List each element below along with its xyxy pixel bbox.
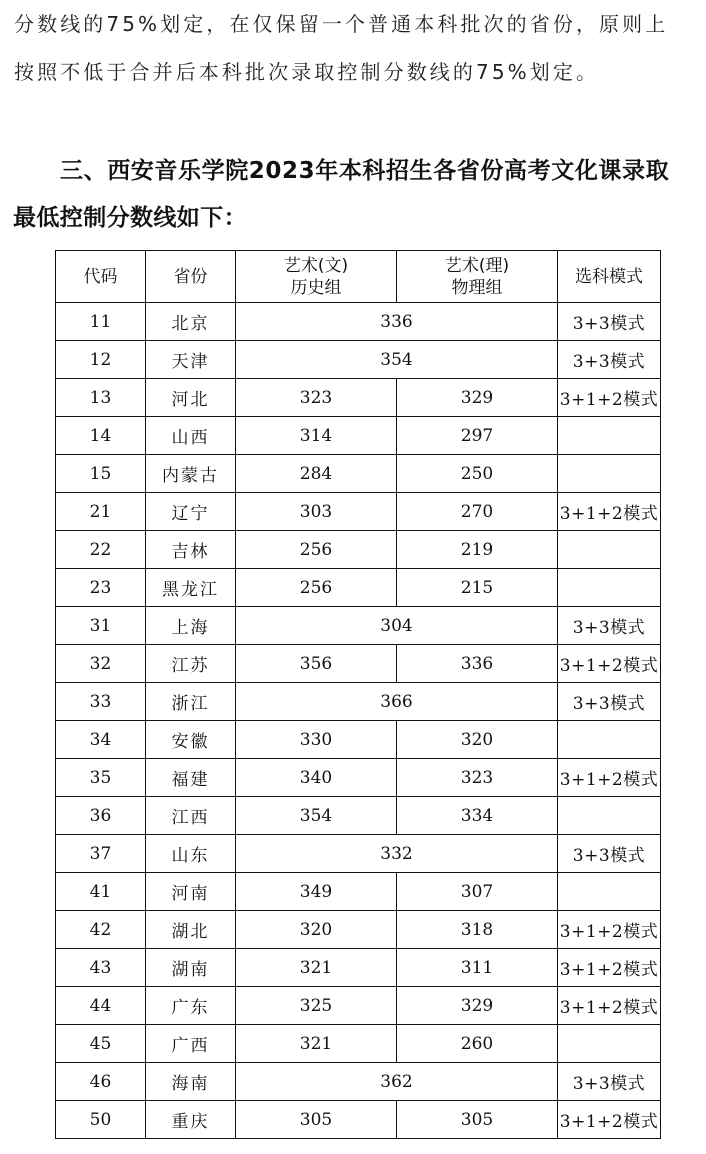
header-arts-physics-line-1: 艺术(理) xyxy=(444,255,510,276)
cell-province: 海南 xyxy=(146,1063,236,1101)
table-row xyxy=(56,1101,661,1139)
cell-score-physics: 329 xyxy=(397,379,558,417)
cell-province: 湖南 xyxy=(146,949,236,987)
cell-mode xyxy=(558,531,661,569)
cell-score-history: 320 xyxy=(236,911,397,949)
cell-code: 35 xyxy=(56,759,146,797)
score-table xyxy=(55,250,661,1139)
cell-score-physics: 260 xyxy=(397,1025,558,1063)
table-row xyxy=(56,379,661,417)
cell-score-history: 323 xyxy=(236,379,397,417)
cell-score-physics: 311 xyxy=(397,949,558,987)
cell-code: 23 xyxy=(56,569,146,607)
cell-code: 15 xyxy=(56,455,146,493)
cell-province: 天津 xyxy=(146,341,236,379)
cell-score-history: 284 xyxy=(236,455,397,493)
intro-paragraph-line-1: 分数线的75%划定，在仅保留一个普通本科批次的省份，原则上 xyxy=(14,12,669,36)
cell-score-history: 349 xyxy=(236,873,397,911)
table-row xyxy=(56,455,661,493)
table-row xyxy=(56,493,661,531)
cell-mode: 3+1+2模式 xyxy=(558,759,661,797)
cell-score-merged: 362 xyxy=(236,1063,558,1101)
table-row xyxy=(56,531,661,569)
table-row xyxy=(56,835,661,873)
table-row xyxy=(56,569,661,607)
cell-province: 北京 xyxy=(146,303,236,341)
cell-score-physics: 329 xyxy=(397,987,558,1025)
cell-province: 内蒙古 xyxy=(146,455,236,493)
cell-code: 42 xyxy=(56,911,146,949)
table-row xyxy=(56,645,661,683)
cell-score-physics: 297 xyxy=(397,417,558,455)
cell-province: 辽宁 xyxy=(146,493,236,531)
cell-mode xyxy=(558,797,661,835)
cell-score-merged: 332 xyxy=(236,835,558,873)
cell-province: 广东 xyxy=(146,987,236,1025)
cell-code: 21 xyxy=(56,493,146,531)
cell-mode: 3+3模式 xyxy=(558,341,661,379)
table-row xyxy=(56,987,661,1025)
cell-mode: 3+3模式 xyxy=(558,303,661,341)
cell-province: 浙江 xyxy=(146,683,236,721)
cell-code: 22 xyxy=(56,531,146,569)
cell-score-physics: 219 xyxy=(397,531,558,569)
header-mode: 选科模式 xyxy=(558,251,661,303)
cell-province: 福建 xyxy=(146,759,236,797)
cell-province: 江苏 xyxy=(146,645,236,683)
cell-province: 安徽 xyxy=(146,721,236,759)
cell-score-merged: 366 xyxy=(236,683,558,721)
section-heading-line-2: 最低控制分数线如下： xyxy=(13,205,247,231)
cell-score-history: 356 xyxy=(236,645,397,683)
cell-code: 14 xyxy=(56,417,146,455)
cell-province: 广西 xyxy=(146,1025,236,1063)
cell-province: 山东 xyxy=(146,835,236,873)
cell-code: 13 xyxy=(56,379,146,417)
header-arts-history xyxy=(236,251,397,303)
table-row xyxy=(56,417,661,455)
cell-mode xyxy=(558,417,661,455)
cell-mode: 3+1+2模式 xyxy=(558,645,661,683)
cell-province: 河北 xyxy=(146,379,236,417)
table-row xyxy=(56,341,661,379)
cell-code: 36 xyxy=(56,797,146,835)
table-row xyxy=(56,949,661,987)
cell-code: 37 xyxy=(56,835,146,873)
cell-code: 50 xyxy=(56,1101,146,1139)
cell-score-physics: 318 xyxy=(397,911,558,949)
cell-mode xyxy=(558,569,661,607)
cell-code: 31 xyxy=(56,607,146,645)
cell-score-merged: 336 xyxy=(236,303,558,341)
cell-score-history: 321 xyxy=(236,1025,397,1063)
cell-mode: 3+1+2模式 xyxy=(558,493,661,531)
header-province: 省份 xyxy=(146,251,236,303)
cell-mode: 3+1+2模式 xyxy=(558,987,661,1025)
cell-code: 41 xyxy=(56,873,146,911)
cell-score-history: 321 xyxy=(236,949,397,987)
cell-code: 34 xyxy=(56,721,146,759)
cell-code: 43 xyxy=(56,949,146,987)
cell-code: 45 xyxy=(56,1025,146,1063)
cell-score-physics: 305 xyxy=(397,1101,558,1139)
table-row xyxy=(56,721,661,759)
table-row xyxy=(56,303,661,341)
cell-score-physics: 215 xyxy=(397,569,558,607)
cell-score-history: 354 xyxy=(236,797,397,835)
cell-score-history: 303 xyxy=(236,493,397,531)
cell-mode: 3+3模式 xyxy=(558,835,661,873)
cell-province: 吉林 xyxy=(146,531,236,569)
cell-score-history: 330 xyxy=(236,721,397,759)
table-row xyxy=(56,759,661,797)
cell-mode: 3+1+2模式 xyxy=(558,379,661,417)
cell-score-history: 256 xyxy=(236,569,397,607)
cell-score-physics: 334 xyxy=(397,797,558,835)
table-header-row xyxy=(56,251,661,303)
cell-province: 山西 xyxy=(146,417,236,455)
header-code: 代码 xyxy=(56,251,146,303)
cell-code: 46 xyxy=(56,1063,146,1101)
cell-score-history: 325 xyxy=(236,987,397,1025)
header-arts-physics-line-2: 物理组 xyxy=(451,277,503,298)
cell-code: 33 xyxy=(56,683,146,721)
section-heading-line-1: 三、西安音乐学院2023年本科招生各省份高考文化课录取 xyxy=(60,158,670,184)
header-arts-history-line-2: 历史组 xyxy=(290,277,342,298)
cell-score-physics: 323 xyxy=(397,759,558,797)
cell-score-merged: 354 xyxy=(236,341,558,379)
cell-mode: 3+3模式 xyxy=(558,607,661,645)
table-row xyxy=(56,911,661,949)
header-arts-history-line-1: 艺术(文) xyxy=(283,255,349,276)
table-row xyxy=(56,683,661,721)
cell-mode xyxy=(558,455,661,493)
cell-code: 32 xyxy=(56,645,146,683)
cell-mode xyxy=(558,873,661,911)
cell-code: 44 xyxy=(56,987,146,1025)
table-row xyxy=(56,873,661,911)
cell-mode: 3+1+2模式 xyxy=(558,949,661,987)
cell-score-physics: 320 xyxy=(397,721,558,759)
cell-mode: 3+1+2模式 xyxy=(558,911,661,949)
cell-province: 上海 xyxy=(146,607,236,645)
cell-mode: 3+3模式 xyxy=(558,1063,661,1101)
cell-score-physics: 270 xyxy=(397,493,558,531)
cell-score-physics: 307 xyxy=(397,873,558,911)
cell-province: 黑龙江 xyxy=(146,569,236,607)
cell-province: 湖北 xyxy=(146,911,236,949)
table-row xyxy=(56,1063,661,1101)
cell-code: 11 xyxy=(56,303,146,341)
cell-score-history: 305 xyxy=(236,1101,397,1139)
cell-mode: 3+3模式 xyxy=(558,683,661,721)
table-row xyxy=(56,1025,661,1063)
cell-province: 重庆 xyxy=(146,1101,236,1139)
cell-score-history: 314 xyxy=(236,417,397,455)
cell-score-physics: 336 xyxy=(397,645,558,683)
cell-score-merged: 304 xyxy=(236,607,558,645)
cell-mode: 3+1+2模式 xyxy=(558,1101,661,1139)
cell-province: 江西 xyxy=(146,797,236,835)
table-row xyxy=(56,797,661,835)
cell-score-history: 256 xyxy=(236,531,397,569)
table-body xyxy=(56,303,661,1139)
cell-score-physics: 250 xyxy=(397,455,558,493)
intro-paragraph-line-2: 按照不低于合并后本科批次录取控制分数线的75%划定。 xyxy=(14,60,600,84)
cell-mode xyxy=(558,1025,661,1063)
cell-code: 12 xyxy=(56,341,146,379)
cell-mode xyxy=(558,721,661,759)
header-arts-physics xyxy=(397,251,558,303)
cell-score-history: 340 xyxy=(236,759,397,797)
table-row xyxy=(56,607,661,645)
cell-province: 河南 xyxy=(146,873,236,911)
